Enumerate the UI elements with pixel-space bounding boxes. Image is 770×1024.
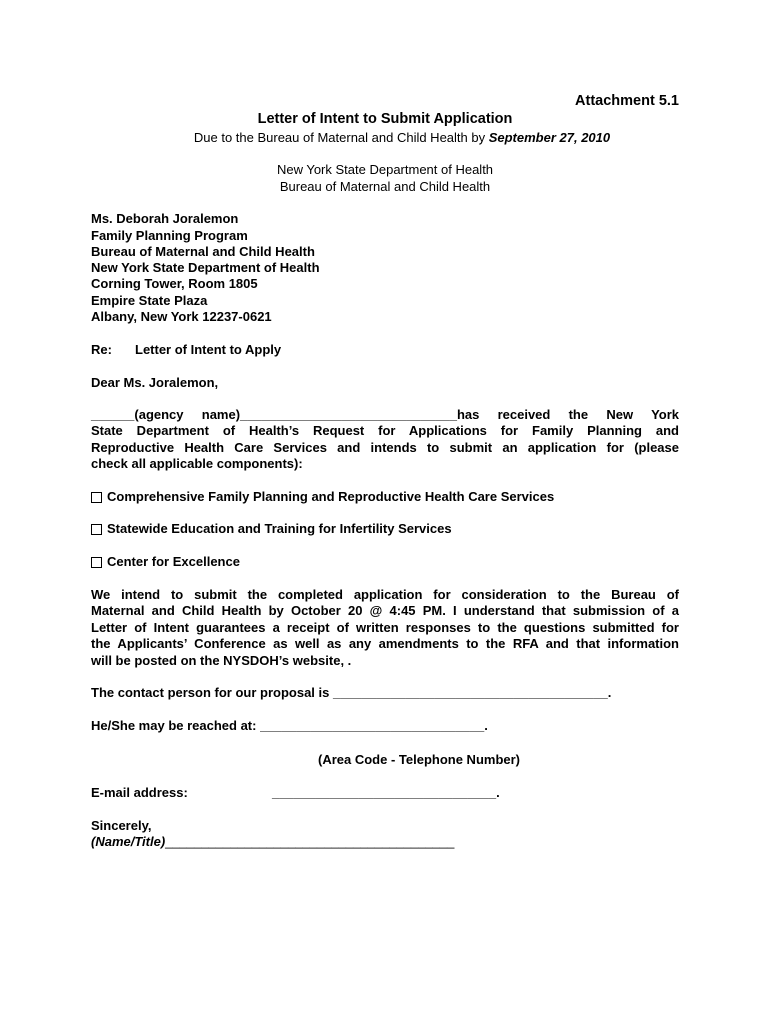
option-label: Comprehensive Family Planning and Reproductive Health Care Services	[107, 489, 555, 504]
intro-line-3: Reproductive Health Care Services and intends to submit an application for (please	[91, 439, 679, 455]
phone-label: He/She may be reached at:	[91, 718, 261, 733]
commitment-paragraph	[91, 587, 679, 669]
dept-line-1: New York State Department of Health	[276, 162, 494, 177]
commitment-line-2: Maternal and Child Health by October 20 @ 4:45 PM. I understand that submission of a	[91, 603, 679, 619]
commitment-line-5: will be posted on the NYSDOH’s website, .	[91, 652, 352, 668]
option-label: Center for Excellence	[107, 554, 240, 569]
option-label: Statewide Education and Training for Infertility Services	[107, 521, 452, 536]
checkbox-icon[interactable]	[91, 492, 102, 503]
document-title: Letter of Intent to Submit Application	[257, 111, 513, 127]
dept-line-2: Bureau of Maternal and Child Health	[279, 179, 491, 194]
re-subject: Letter of Intent to Apply	[135, 342, 282, 357]
option-comprehensive-family-planning[interactable]	[91, 489, 554, 504]
address-line: Bureau of Maternal and Child Health	[91, 244, 315, 259]
due-prefix: Due to the Bureau of Maternal and Child Health by	[193, 130, 489, 145]
address-line: Empire State Plaza	[91, 293, 208, 308]
checkbox-icon[interactable]	[91, 524, 102, 535]
salutation: Dear Ms. Joralemon,	[91, 375, 219, 390]
contact-person-line	[91, 685, 611, 700]
phone-blank[interactable]: _______________________________.	[260, 718, 488, 733]
intro-line-1	[91, 407, 679, 423]
address-line: Ms. Deborah Joralemon	[91, 211, 239, 226]
intro-paragraph	[91, 407, 679, 473]
agency-name-blank[interactable]: ______(agency name)______________________________	[91, 407, 457, 422]
address-line: Corning Tower, Room 1805	[91, 276, 258, 291]
name-title-blank[interactable]: ________________________________________	[165, 834, 455, 849]
name-title-label: (Name/Title)	[91, 834, 166, 849]
email-label: E-mail address:	[91, 785, 188, 800]
option-statewide-education-infertility[interactable]	[91, 521, 452, 536]
commitment-line-4: the Applicants’ Conference as well as any amendments to the RFA and that information	[91, 636, 679, 652]
signature-line	[91, 834, 454, 849]
checkbox-icon[interactable]	[91, 557, 102, 568]
phone-caption: (Area Code - Telephone Number)	[318, 752, 521, 767]
re-label: Re:	[91, 342, 112, 357]
due-date: September 27, 2010	[488, 130, 611, 145]
phone-line	[91, 718, 488, 733]
due-line	[0, 130, 770, 145]
email-blank[interactable]: _______________________________.	[272, 785, 500, 800]
closing-sincerely: Sincerely,	[91, 818, 152, 833]
attachment-label: Attachment 5.1	[575, 93, 679, 109]
contact-person-label: The contact person for our proposal is	[91, 685, 333, 700]
intro-line-4: check all applicable components):	[91, 456, 303, 472]
commitment-line-3: Letter of Intent guarantees a receipt of written responses to the questions submitted for	[91, 619, 679, 635]
address-line: New York State Department of Health	[91, 260, 320, 275]
contact-person-blank[interactable]: ______________________________________.	[332, 685, 612, 700]
address-line: Albany, New York 12237-0621	[91, 309, 272, 324]
option-center-for-excellence[interactable]	[91, 554, 240, 569]
commitment-line-1: We intend to submit the completed application for consideration to the Bureau of	[91, 587, 679, 602]
intro-line-2: State Department of Health’s Request for Applications for Family Planning and	[91, 423, 679, 439]
address-line: Family Planning Program	[91, 228, 248, 243]
intro-line-1-rest: has received the New York	[456, 407, 680, 422]
